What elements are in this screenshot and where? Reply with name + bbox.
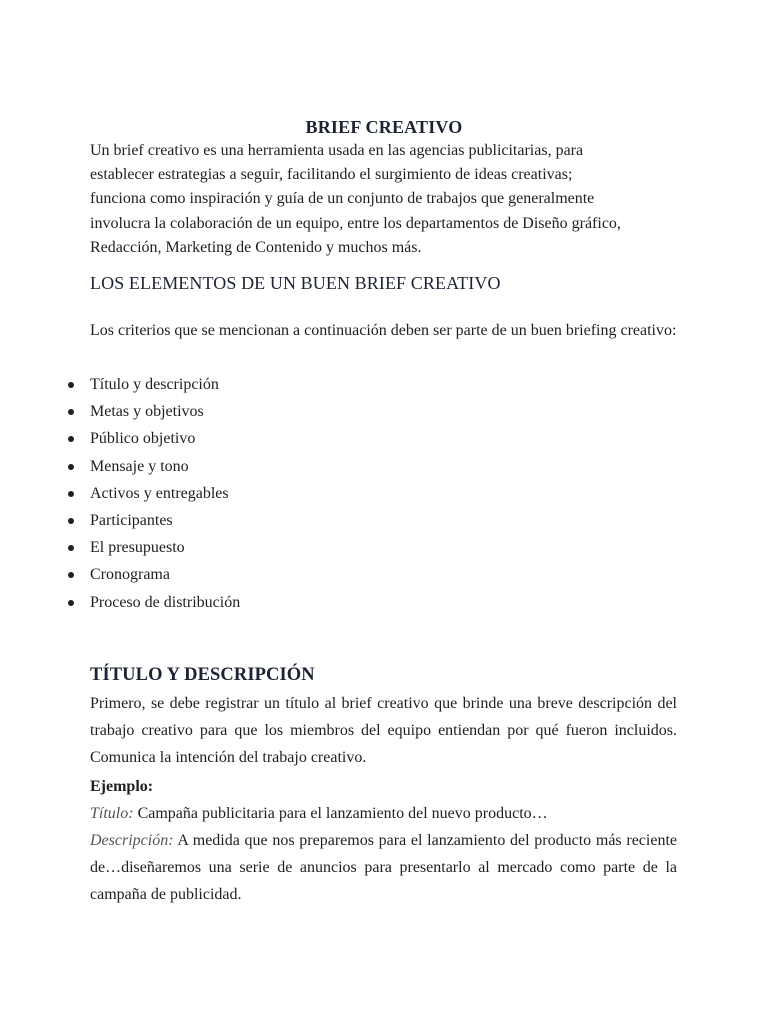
list-item xyxy=(65,534,240,561)
list-item-label: Público objetivo xyxy=(90,430,196,448)
document-title: BRIEF CREATIVO xyxy=(305,117,463,137)
elements-heading: LOS ELEMENTOS DE UN BUEN BRIEF CREATIVO xyxy=(90,273,501,293)
example-label: Ejemplo: xyxy=(90,778,154,795)
list-item xyxy=(65,398,240,425)
intro-line: Redacción, Marketing de Contenido y muchos más. xyxy=(90,238,422,256)
intro-line: involucra la colaboración de un equipo, entre los departamentos de Diseño gráfico, xyxy=(90,214,621,232)
elements-list xyxy=(65,371,240,616)
list-item xyxy=(65,561,240,588)
list-item-label: Título y descripción xyxy=(90,376,219,393)
title-label: Título: xyxy=(90,805,134,822)
list-item xyxy=(65,507,240,534)
list-item-label: Mensaje y tono xyxy=(90,457,189,475)
list-item xyxy=(65,371,240,398)
list-item-label: Metas y objetivos xyxy=(90,403,204,421)
description-value: A medida que nos preparemos para el lanzamiento del producto más reciente de…diseñaremos una serie de anuncios para presentarlo al mercado como parte de la campaña de publicidad. xyxy=(90,832,677,903)
bullet-icon xyxy=(68,436,74,442)
list-item-label: El presupuesto xyxy=(90,539,185,557)
bullet-icon xyxy=(68,545,74,551)
titulo-paragraph: Primero, se debe registrar un título al brief creativo que brinde una breve descripción del trabajo creativo para que los miembros del equipo entiendan por qué fueron incluidos. Comunica la intención del trabajo creativo. xyxy=(90,695,677,766)
bullet-icon xyxy=(68,572,74,578)
bullet-icon xyxy=(68,491,74,497)
list-item-label: Participantes xyxy=(90,511,173,529)
bullet-icon xyxy=(68,518,74,524)
description-label: Descripción: xyxy=(90,832,174,849)
title-value: Campaña publicitaria para el lanzamiento del nuevo producto… xyxy=(133,805,548,822)
intro-line: Un brief creativo es una herramienta usada en las agencias publicitarias, para xyxy=(90,142,584,159)
intro-paragraph xyxy=(90,139,690,260)
list-item-label: Proceso de distribución xyxy=(90,593,241,611)
bullet-icon xyxy=(68,382,74,388)
bullet-icon xyxy=(68,409,74,415)
list-item xyxy=(65,453,240,480)
list-item xyxy=(65,425,240,452)
bullet-icon xyxy=(68,600,74,606)
criteria-paragraph: Los criterios que se mencionan a continuación deben ser parte de un buen briefing creativo: xyxy=(90,322,677,339)
intro-line: funciona como inspiración y guía de un conjunto de trabajos que generalmente xyxy=(90,190,595,208)
list-item xyxy=(65,480,240,507)
list-item-label: Activos y entregables xyxy=(90,484,229,502)
list-item-label: Cronograma xyxy=(90,566,170,584)
list-item xyxy=(65,589,240,616)
example-description xyxy=(90,827,677,908)
intro-line: establecer estrategias a seguir, facilitando el surgimiento de ideas creativas; xyxy=(90,166,573,184)
example-title-line xyxy=(90,800,548,827)
titulo-heading: TÍTULO Y DESCRIPCIÓN xyxy=(90,665,315,685)
bullet-icon xyxy=(68,464,74,470)
